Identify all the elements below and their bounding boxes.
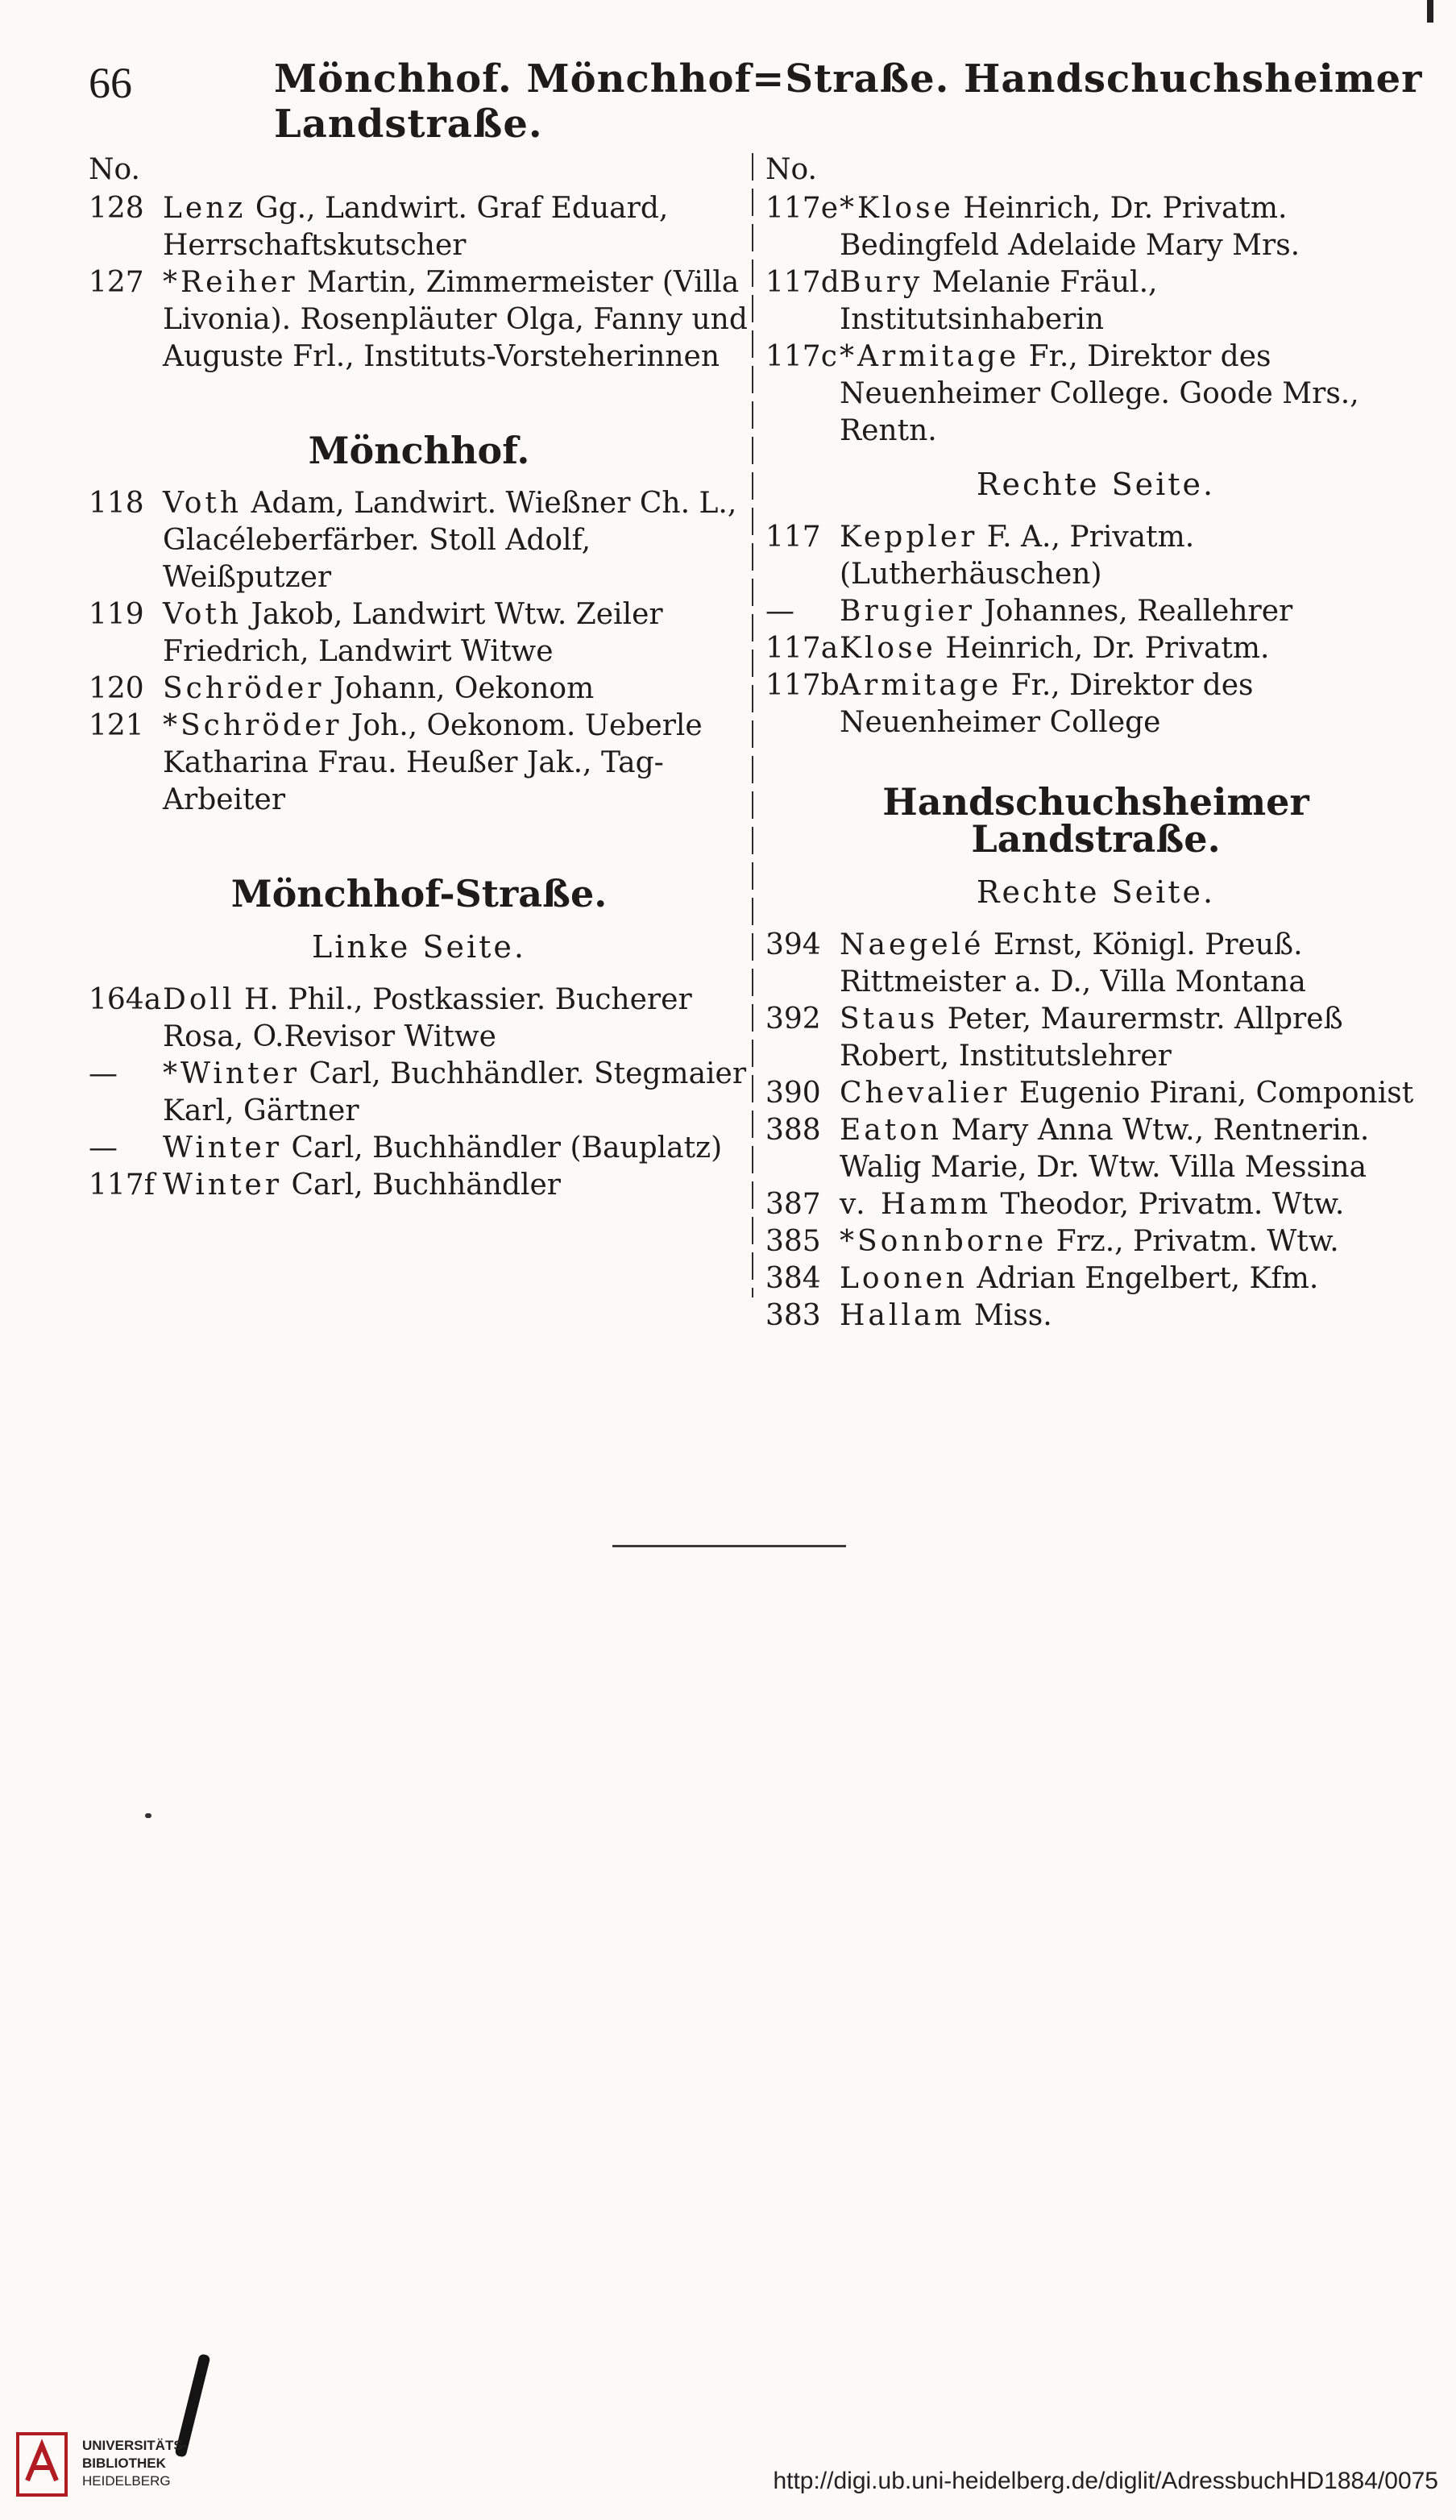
entry-list [89, 190, 749, 376]
house-number: 128 [89, 192, 144, 225]
resident-details: Melanie Fräul., Institutsinhaberin [840, 266, 1158, 336]
directory-entry [89, 708, 749, 819]
resident-name: Keppler [840, 521, 978, 554]
entry-text [163, 190, 749, 264]
footer-url[interactable]: http://digi.ub.uni-heidelberg.de/diglit/AdressbuchHD1884/0075 [773, 2468, 1438, 2494]
directory-entry [765, 667, 1426, 741]
entry-text [840, 1260, 1426, 1297]
resident-details: Adam, Landwirt. Wießner Ch. L., Glacéleberfärber. Stoll Adolf, Weißputzer [163, 487, 737, 594]
section-heading-moenchhof: Mönchhof. [308, 429, 530, 472]
house-number: 117 [765, 521, 821, 554]
side-label-left: Linke Seite. [312, 929, 526, 965]
house-number: 390 [765, 1077, 821, 1110]
house-number: 392 [765, 1003, 821, 1036]
house-number: 119 [89, 598, 144, 631]
entry-text [840, 927, 1426, 1001]
entry-text [163, 670, 749, 708]
no-label: No. [765, 153, 817, 186]
house-number: 117f [89, 1169, 156, 1202]
resident-name: Naegelé [840, 928, 985, 961]
entry-text [840, 1075, 1426, 1112]
directory-entry [765, 1075, 1426, 1112]
resident-details: Joh., Oekonom. Ueberle Katharina Frau. Heußer Jak., Tag-Arbeiter [163, 709, 703, 816]
entry-text [840, 264, 1426, 338]
entry-list [765, 190, 1426, 450]
entry-text [840, 1223, 1426, 1260]
entry-text [840, 1297, 1426, 1335]
resident-name: *Winter [163, 1057, 301, 1090]
running-head: Mönchhof. Mönchhof=Straße. Handschuchsheimer Landstraße. [274, 56, 1423, 147]
section-heading-moenchhof-strasse: Mönchhof-Straße. [230, 872, 608, 915]
resident-name: Hallam [840, 1299, 965, 1332]
resident-name: *Armitage [840, 340, 1020, 373]
resident-name: Winter [163, 1131, 283, 1165]
entry-text [163, 708, 749, 819]
entry-list [765, 519, 1426, 741]
resident-name: Loonen [840, 1262, 968, 1295]
library-logo-text [82, 2437, 187, 2490]
house-number: 117c [765, 340, 837, 373]
house-number: 127 [89, 266, 144, 299]
resident-name: Armitage [840, 669, 1002, 702]
resident-name: *Sonnborne [840, 1225, 1047, 1258]
house-number: 121 [89, 709, 144, 742]
house-number: 384 [765, 1262, 821, 1295]
resident-name: Klose [840, 632, 936, 665]
scan-edge-mark [1427, 0, 1433, 23]
resident-name: Eaton [840, 1114, 943, 1147]
directory-entry [89, 596, 749, 670]
entry-text [840, 519, 1426, 593]
house-number: 117d [765, 266, 840, 299]
entry-text [163, 485, 749, 596]
ink-speck [145, 1813, 151, 1818]
resident-name: Voth [163, 598, 243, 631]
side-label-right: Rechte Seite. [976, 874, 1216, 910]
resident-name: Staus [840, 1003, 939, 1036]
directory-entry [765, 1260, 1426, 1297]
entry-text [840, 338, 1426, 450]
entry-text [163, 596, 749, 670]
logo-line: HEIDELBERG [82, 2473, 171, 2489]
library-logo [16, 2426, 201, 2506]
resident-name: Winter [163, 1169, 283, 1202]
resident-name: Brugier [840, 595, 975, 628]
section-heading-landstrasse: Handschuchsheimer Landstraße. [882, 780, 1309, 861]
side-label-right: Rechte Seite. [976, 467, 1216, 502]
resident-name: *Reiher [163, 266, 298, 299]
house-number: 385 [765, 1225, 821, 1258]
house-number: 394 [765, 928, 821, 961]
directory-entry [765, 927, 1426, 1001]
resident-name: Lenz [163, 192, 247, 225]
entry-text [840, 1112, 1426, 1186]
resident-details: Ernst, Königl. Preuß. Rittmeister a. D., Villa Montana [840, 928, 1306, 998]
directory-entry [89, 1167, 749, 1204]
resident-details: Eugenio Pirani, Componist [1010, 1077, 1414, 1110]
no-label: No. [89, 153, 140, 186]
directory-entry [89, 485, 749, 596]
directory-entry [765, 1223, 1426, 1260]
house-number: 383 [765, 1299, 821, 1332]
horizontal-rule [612, 1545, 846, 1547]
resident-details: Heinrich, Dr. Privatm. [935, 632, 1270, 665]
entry-text [840, 667, 1426, 741]
directory-entry [765, 190, 1426, 264]
resident-details: Fr., Direktor des Neuenheimer College. Goode Mrs., Rentn. [840, 340, 1359, 447]
resident-name: *Schröder [163, 709, 342, 742]
resident-name: *Klose [840, 192, 954, 225]
resident-details: Adrian Engelbert, Kfm. [967, 1262, 1319, 1295]
right-column [765, 152, 1426, 1335]
house-number: — [89, 1131, 118, 1165]
house-number: 117b [765, 669, 840, 702]
directory-entry [765, 593, 1426, 630]
directory-entry [89, 670, 749, 708]
entry-text [840, 190, 1426, 264]
resident-details: Carl, Buchhändler. Stegmaier Karl, Gärtner [163, 1057, 747, 1127]
entry-text [840, 1186, 1426, 1223]
resident-details: F. A., Privatm. (Lutherhäuschen) [840, 521, 1195, 591]
resident-details: Gg., Landwirt. Graf Eduard, Herrschaftskutscher [163, 192, 669, 262]
resident-details: Heinrich, Dr. Privatm. Bedingfeld Adelaide Mary Mrs. [840, 192, 1300, 262]
page-number: 66 [89, 59, 132, 107]
resident-name: Voth [163, 487, 243, 520]
house-number: 118 [89, 487, 144, 520]
entry-text [840, 593, 1426, 630]
resident-details: Johannes, Reallehrer [974, 595, 1293, 628]
resident-details: Theodor, Privatm. Wtw. [991, 1188, 1345, 1221]
entry-text [840, 1001, 1426, 1075]
resident-details: Mary Anna Wtw., Rentnerin. Walig Marie, Dr. Wtw. Villa Messina [840, 1114, 1370, 1184]
directory-entry [89, 982, 749, 1056]
entry-list [89, 485, 749, 819]
directory-entry [765, 1001, 1426, 1075]
resident-details: Fr., Direktor des Neuenheimer College [840, 669, 1254, 739]
directory-entry [765, 338, 1426, 450]
resident-details: Johann, Oekonom [324, 672, 595, 705]
resident-details: H. Phil., Postkassier. Bucherer Rosa, O.Revisor Witwe [163, 983, 692, 1053]
house-number: 388 [765, 1114, 821, 1147]
directory-entry [765, 1186, 1426, 1223]
resident-name: v. Hamm [840, 1188, 992, 1221]
entry-text [163, 264, 749, 376]
directory-entry [765, 519, 1426, 593]
resident-name: Doll [163, 983, 235, 1016]
entry-list [765, 927, 1426, 1335]
house-number: 117e [765, 192, 839, 225]
entry-text [163, 982, 749, 1056]
directory-entry [765, 630, 1426, 667]
entry-text [163, 1056, 749, 1130]
house-number: 117a [765, 632, 839, 665]
resident-details: Carl, Buchhändler (Bauplatz) [282, 1131, 723, 1165]
house-number: — [765, 595, 794, 628]
resident-details: Peter, Maurermstr. Allpreß Robert, Institutslehrer [840, 1003, 1343, 1073]
left-column [89, 152, 749, 1204]
resident-details: Martin, Zimmermeister (Villa Livonia). Rosenpläuter Olga, Fanny und Auguste Frl., Instituts-Vorsteherinnen [163, 266, 748, 373]
column-divider [752, 153, 753, 1297]
house-number: 387 [765, 1188, 821, 1221]
resident-details: Jakob, Landwirt Wtw. Zeiler Friedrich, Landwirt Witwe [163, 598, 663, 668]
entry-text [163, 1167, 749, 1204]
resident-details: Miss. [964, 1299, 1052, 1332]
entry-list [89, 982, 749, 1204]
resident-name: Chevalier [840, 1077, 1010, 1110]
resident-name: Schröder [163, 672, 325, 705]
logo-line: UNIVERSITÄTS- [82, 2438, 188, 2453]
logo-line: BIBLIOTHEK [82, 2456, 166, 2471]
directory-entry [89, 1130, 749, 1167]
resident-name: Bury [840, 266, 923, 299]
house-number: 120 [89, 672, 144, 705]
directory-entry [765, 264, 1426, 338]
directory-entry [765, 1297, 1426, 1335]
house-number: 164a [89, 983, 162, 1016]
house-number: — [89, 1057, 118, 1090]
directory-entry [89, 190, 749, 264]
entry-text [163, 1130, 749, 1167]
entry-text [840, 630, 1426, 667]
directory-entry [765, 1112, 1426, 1186]
resident-details: Carl, Buchhändler [282, 1169, 562, 1202]
directory-entry [89, 1056, 749, 1130]
resident-details: Frz., Privatm. Wtw. [1047, 1225, 1339, 1258]
library-seal-icon [16, 2432, 68, 2497]
directory-entry [89, 264, 749, 376]
